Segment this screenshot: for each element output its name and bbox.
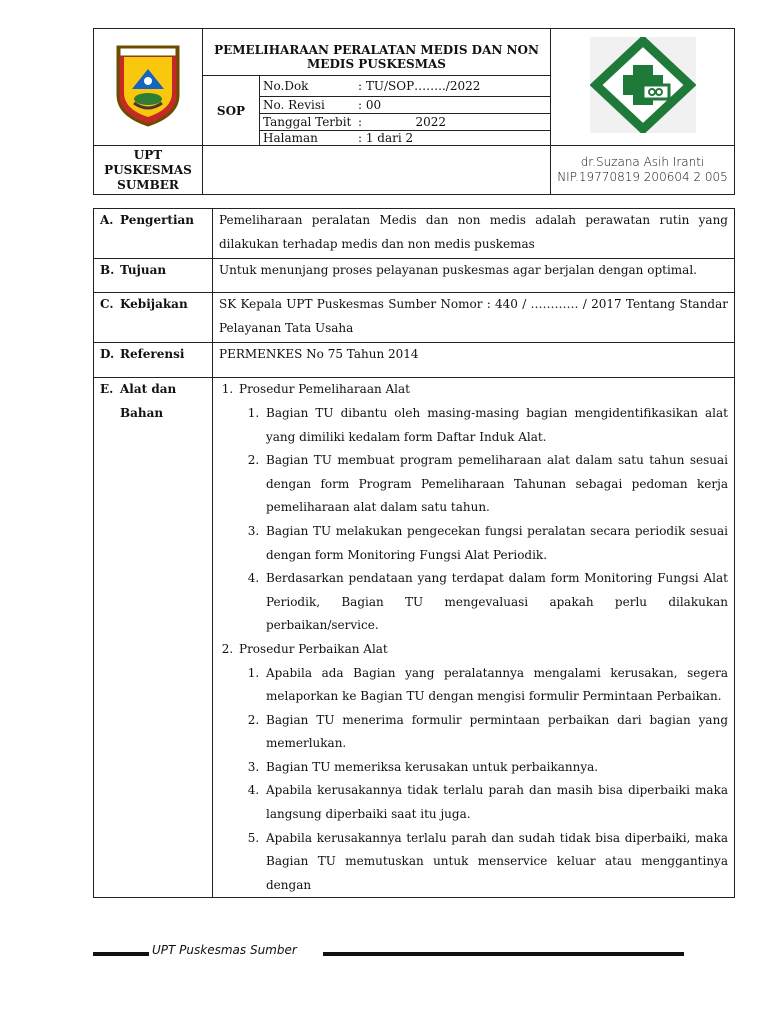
document-meta (260, 76, 550, 145)
meta-row-nodok (260, 76, 550, 96)
section-letter: C. (100, 297, 114, 312)
section-title: Tujuan (120, 263, 167, 278)
procedure-step: 3. Bagian TU memeriksa kerusakan untuk perbaikannya. (263, 756, 728, 780)
section-text: PERMENKES No 75 Tahun 2014 (213, 343, 735, 378)
meta-value: : TU/SOP……../2022 (358, 79, 481, 93)
meta-value: : 1 dari 2 (358, 131, 414, 145)
section-title: Alat dan (120, 382, 177, 397)
section-row-referensi (94, 343, 735, 378)
sop-label: SOP (203, 76, 260, 145)
procedure-groups (219, 378, 728, 897)
section-row-tujuan (94, 259, 735, 293)
procedure-steps (239, 402, 728, 638)
section-row-pengertian (94, 209, 735, 259)
procedure-group-title: Prosedur Perbaikan Alat (239, 641, 388, 656)
signer-nip: NIP.19770819 200604 2 005 (557, 170, 728, 184)
section-label (94, 343, 213, 378)
procedure-steps (239, 662, 728, 898)
section-text: Pemeliharaan peralatan Medis dan non medis adalah perawatan rutin yang dilakukan terhadap medis dan non medis puskemas (213, 209, 735, 259)
procedure-step: 1. Bagian TU dibantu oleh masing-masing bagian mengidentifikasikan alat yang dimiliki kedalam form Daftar Induk Alat. (263, 402, 728, 449)
org-line-3: SUMBER (117, 177, 179, 192)
procedure-step: 4. Berdasarkan pendataan yang terdapat dalam form Monitoring Fungsi Alat Periodik, Bagian TU mengevaluasi apakah perlu dilakukan perbaikan/service. (263, 567, 728, 638)
meta-row-revisi (260, 96, 550, 113)
section-title: Referensi (120, 347, 185, 362)
sop-content-table (93, 208, 735, 898)
section-label (94, 293, 213, 343)
procedure-group (237, 638, 728, 898)
procedure-step: 5. Apabila kerusakannya terlalu parah dan sudah tidak bisa diperbaiki, maka Bagian TU memutuskan untuk menservice keluar atau menggantinya dengan (263, 827, 728, 898)
org-line-2: PUSKESMAS (104, 162, 192, 177)
title-block (203, 29, 551, 146)
section-title: Pengertian (120, 213, 195, 227)
section-letter: B. (100, 263, 115, 278)
procedure-group-title: Prosedur Pemeliharaan Alat (239, 382, 410, 397)
org-line-1: UPT (133, 147, 163, 162)
procedure-step: 1. Apabila ada Bagian yang peralatannya mengalami kerusakan, segera melaporkan ke Bagian TU dengan mengisi formulir Permintaan Perbaikan. (263, 662, 728, 709)
section-label (94, 378, 213, 898)
organization-cell (94, 146, 203, 195)
empty-cell (203, 146, 551, 195)
regency-logo-cell (94, 29, 203, 146)
section-title-line-2: Bahan (120, 405, 164, 420)
puskesmas-logo-icon (590, 37, 696, 133)
procedure-step: 2. Bagian TU membuat program pemeliharaan alat dalam satu tahun sesuai dengan form Program Pemeliharaan Tahunan sebagai pedoman kerja pemeliharaan alat dalam satu tahun. (263, 449, 728, 520)
section-label (94, 259, 213, 293)
section-text: Untuk menunjang proses pelayanan puskesmas agar berjalan dengan optimal. (213, 259, 735, 293)
procedure-step: 4. Apabila kerusakannya tidak terlalu parah dan masih bisa diperbaiki maka langsung diperbaiki saat itu juga. (263, 779, 728, 826)
section-text: SK Kepala UPT Puskesmas Sumber Nomor : 440 / ………… / 2017 Tentang Standar Pelayanan Tata Usaha (213, 293, 735, 343)
meta-key: No. Revisi (263, 98, 325, 112)
footer-rule-right (323, 952, 684, 956)
footer-text: UPT Puskesmas Sumber (152, 943, 297, 957)
meta-row-tanggal (260, 113, 550, 130)
signer-name: dr.Suzana Asih Iranti (580, 155, 705, 169)
meta-value: : 2022 (358, 115, 446, 129)
footer-rule-left (93, 952, 149, 956)
meta-key: Tanggal Terbit (263, 115, 352, 129)
procedure-list-cell (213, 378, 735, 898)
meta-value: : 00 (358, 98, 382, 112)
section-row-alat-bahan (94, 378, 735, 898)
document-title: PEMELIHARAAN PERALATAN MEDIS DAN NON MEDIS PUSKESMAS (214, 43, 539, 71)
section-label (94, 209, 213, 259)
section-letter: A. (100, 213, 114, 227)
procedure-group (237, 378, 728, 638)
meta-row-halaman (260, 130, 550, 146)
signer-cell (551, 146, 735, 195)
procedure-step: 2. Bagian TU menerima formulir permintaan perbaikan dari bagian yang memerlukan. (263, 709, 728, 756)
section-title: Kebijakan (120, 297, 188, 312)
section-letter: E. (100, 382, 114, 397)
meta-key: Halaman (263, 131, 318, 145)
section-row-kebijakan (94, 293, 735, 343)
procedure-step: 3. Bagian TU melakukan pengecekan fungsi peralatan secara periodik sesuai dengan form Monitoring Fungsi Alat Periodik. (263, 520, 728, 567)
puskesmas-logo-cell (551, 29, 735, 146)
meta-key: No.Dok (263, 79, 309, 93)
document-header-table (93, 28, 735, 195)
section-letter: D. (100, 347, 115, 362)
regency-logo-icon (112, 43, 184, 127)
